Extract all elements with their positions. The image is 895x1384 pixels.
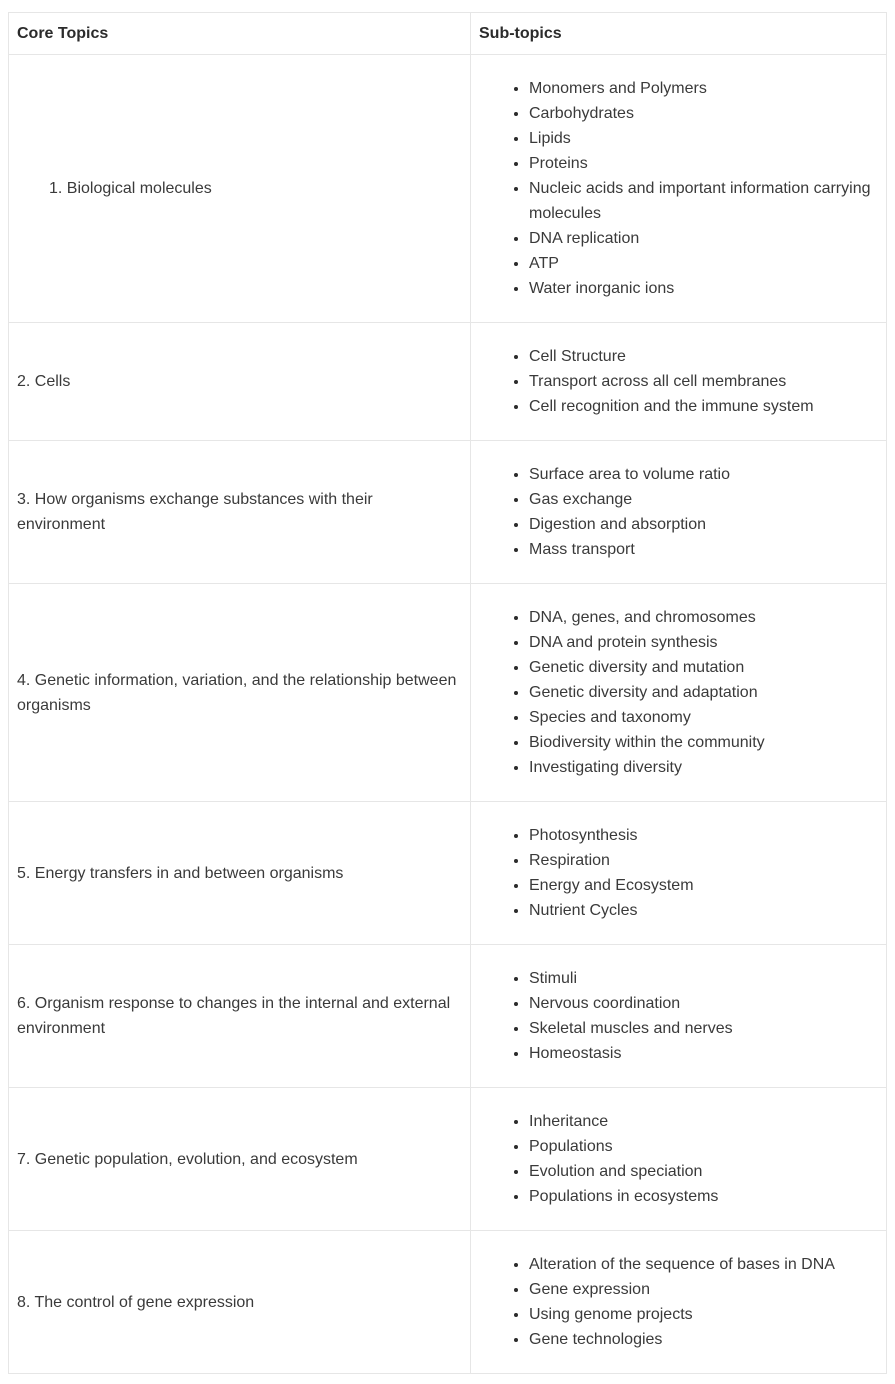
list-item: • Cell Structure bbox=[529, 344, 878, 369]
list-item: • Digestion and absorption bbox=[529, 512, 878, 537]
list-item: • Surface area to volume ratio bbox=[529, 462, 878, 487]
list-item: • Homeostasis bbox=[529, 1041, 878, 1066]
list-item: • Proteins bbox=[529, 151, 878, 176]
sub-topics-list bbox=[479, 823, 878, 923]
list-item: • Stimuli bbox=[529, 966, 878, 991]
core-topic-cell: 1. Biological molecules bbox=[9, 55, 471, 323]
sub-topics-cell bbox=[471, 945, 887, 1088]
table-body bbox=[9, 55, 887, 1374]
list-item: • Transport across all cell membranes bbox=[529, 369, 878, 394]
core-topic-cell: 5. Energy transfers in and between organisms bbox=[9, 802, 471, 945]
list-item: • Genetic diversity and adaptation bbox=[529, 680, 878, 705]
topics-table-container bbox=[8, 12, 886, 1374]
list-item: • DNA, genes, and chromosomes bbox=[529, 605, 878, 630]
list-item: • Populations in ecosystems bbox=[529, 1184, 878, 1209]
table-row bbox=[9, 584, 887, 802]
list-item: • Cell recognition and the immune system bbox=[529, 394, 878, 419]
list-item: • Respiration bbox=[529, 848, 878, 873]
list-item: • Using genome projects bbox=[529, 1302, 878, 1327]
list-item: • Monomers and Polymers bbox=[529, 76, 878, 101]
list-item: • Gas exchange bbox=[529, 487, 878, 512]
core-topic-cell: 2. Cells bbox=[9, 323, 471, 441]
sub-topics-cell bbox=[471, 323, 887, 441]
list-item: • Investigating diversity bbox=[529, 755, 878, 780]
header-row bbox=[9, 13, 887, 55]
list-item: • Mass transport bbox=[529, 537, 878, 562]
list-item: • DNA and protein synthesis bbox=[529, 630, 878, 655]
sub-topics-list bbox=[479, 966, 878, 1066]
list-item: • Energy and Ecosystem bbox=[529, 873, 878, 898]
core-topic-cell: 6. Organism response to changes in the internal and external environment bbox=[9, 945, 471, 1088]
list-item: • Water inorganic ions bbox=[529, 276, 878, 301]
sub-topics-list bbox=[479, 1252, 878, 1352]
sub-topics-list bbox=[479, 76, 878, 301]
table-row bbox=[9, 323, 887, 441]
table-row bbox=[9, 441, 887, 584]
list-item: • Inheritance bbox=[529, 1109, 878, 1134]
list-item: • Nucleic acids and important information carrying molecules bbox=[529, 176, 878, 226]
sub-topics-cell bbox=[471, 1231, 887, 1374]
list-item: • ATP bbox=[529, 251, 878, 276]
list-item: • DNA replication bbox=[529, 226, 878, 251]
table-row bbox=[9, 55, 887, 323]
table-row bbox=[9, 802, 887, 945]
list-item: • Carbohydrates bbox=[529, 101, 878, 126]
topics-table bbox=[8, 12, 887, 1374]
core-topic-cell: 4. Genetic information, variation, and the relationship between organisms bbox=[9, 584, 471, 802]
list-item: • Species and taxonomy bbox=[529, 705, 878, 730]
sub-topics-list bbox=[479, 344, 878, 419]
list-item: • Populations bbox=[529, 1134, 878, 1159]
table-row bbox=[9, 945, 887, 1088]
list-item: • Genetic diversity and mutation bbox=[529, 655, 878, 680]
list-item: • Nervous coordination bbox=[529, 991, 878, 1016]
core-topic-cell: 8. The control of gene expression bbox=[9, 1231, 471, 1374]
list-item: • Photosynthesis bbox=[529, 823, 878, 848]
core-topic-cell: 3. How organisms exchange substances with their environment bbox=[9, 441, 471, 584]
sub-topics-list bbox=[479, 605, 878, 780]
list-item: • Gene expression bbox=[529, 1277, 878, 1302]
header-core-topics: Core Topics bbox=[9, 13, 471, 55]
list-item: • Nutrient Cycles bbox=[529, 898, 878, 923]
sub-topics-cell bbox=[471, 802, 887, 945]
sub-topics-cell bbox=[471, 1088, 887, 1231]
table-row bbox=[9, 1088, 887, 1231]
list-item: • Evolution and speciation bbox=[529, 1159, 878, 1184]
core-topic-cell: 7. Genetic population, evolution, and ecosystem bbox=[9, 1088, 471, 1231]
list-item: • Skeletal muscles and nerves bbox=[529, 1016, 878, 1041]
sub-topics-cell bbox=[471, 441, 887, 584]
table-header bbox=[9, 13, 887, 55]
sub-topics-list bbox=[479, 1109, 878, 1209]
list-item: • Biodiversity within the community bbox=[529, 730, 878, 755]
list-item: • Gene technologies bbox=[529, 1327, 878, 1352]
table-row bbox=[9, 1231, 887, 1374]
sub-topics-cell bbox=[471, 55, 887, 323]
sub-topics-cell bbox=[471, 584, 887, 802]
header-sub-topics: Sub-topics bbox=[471, 13, 887, 55]
list-item: • Alteration of the sequence of bases in DNA bbox=[529, 1252, 878, 1277]
list-item: • Lipids bbox=[529, 126, 878, 151]
sub-topics-list bbox=[479, 462, 878, 562]
